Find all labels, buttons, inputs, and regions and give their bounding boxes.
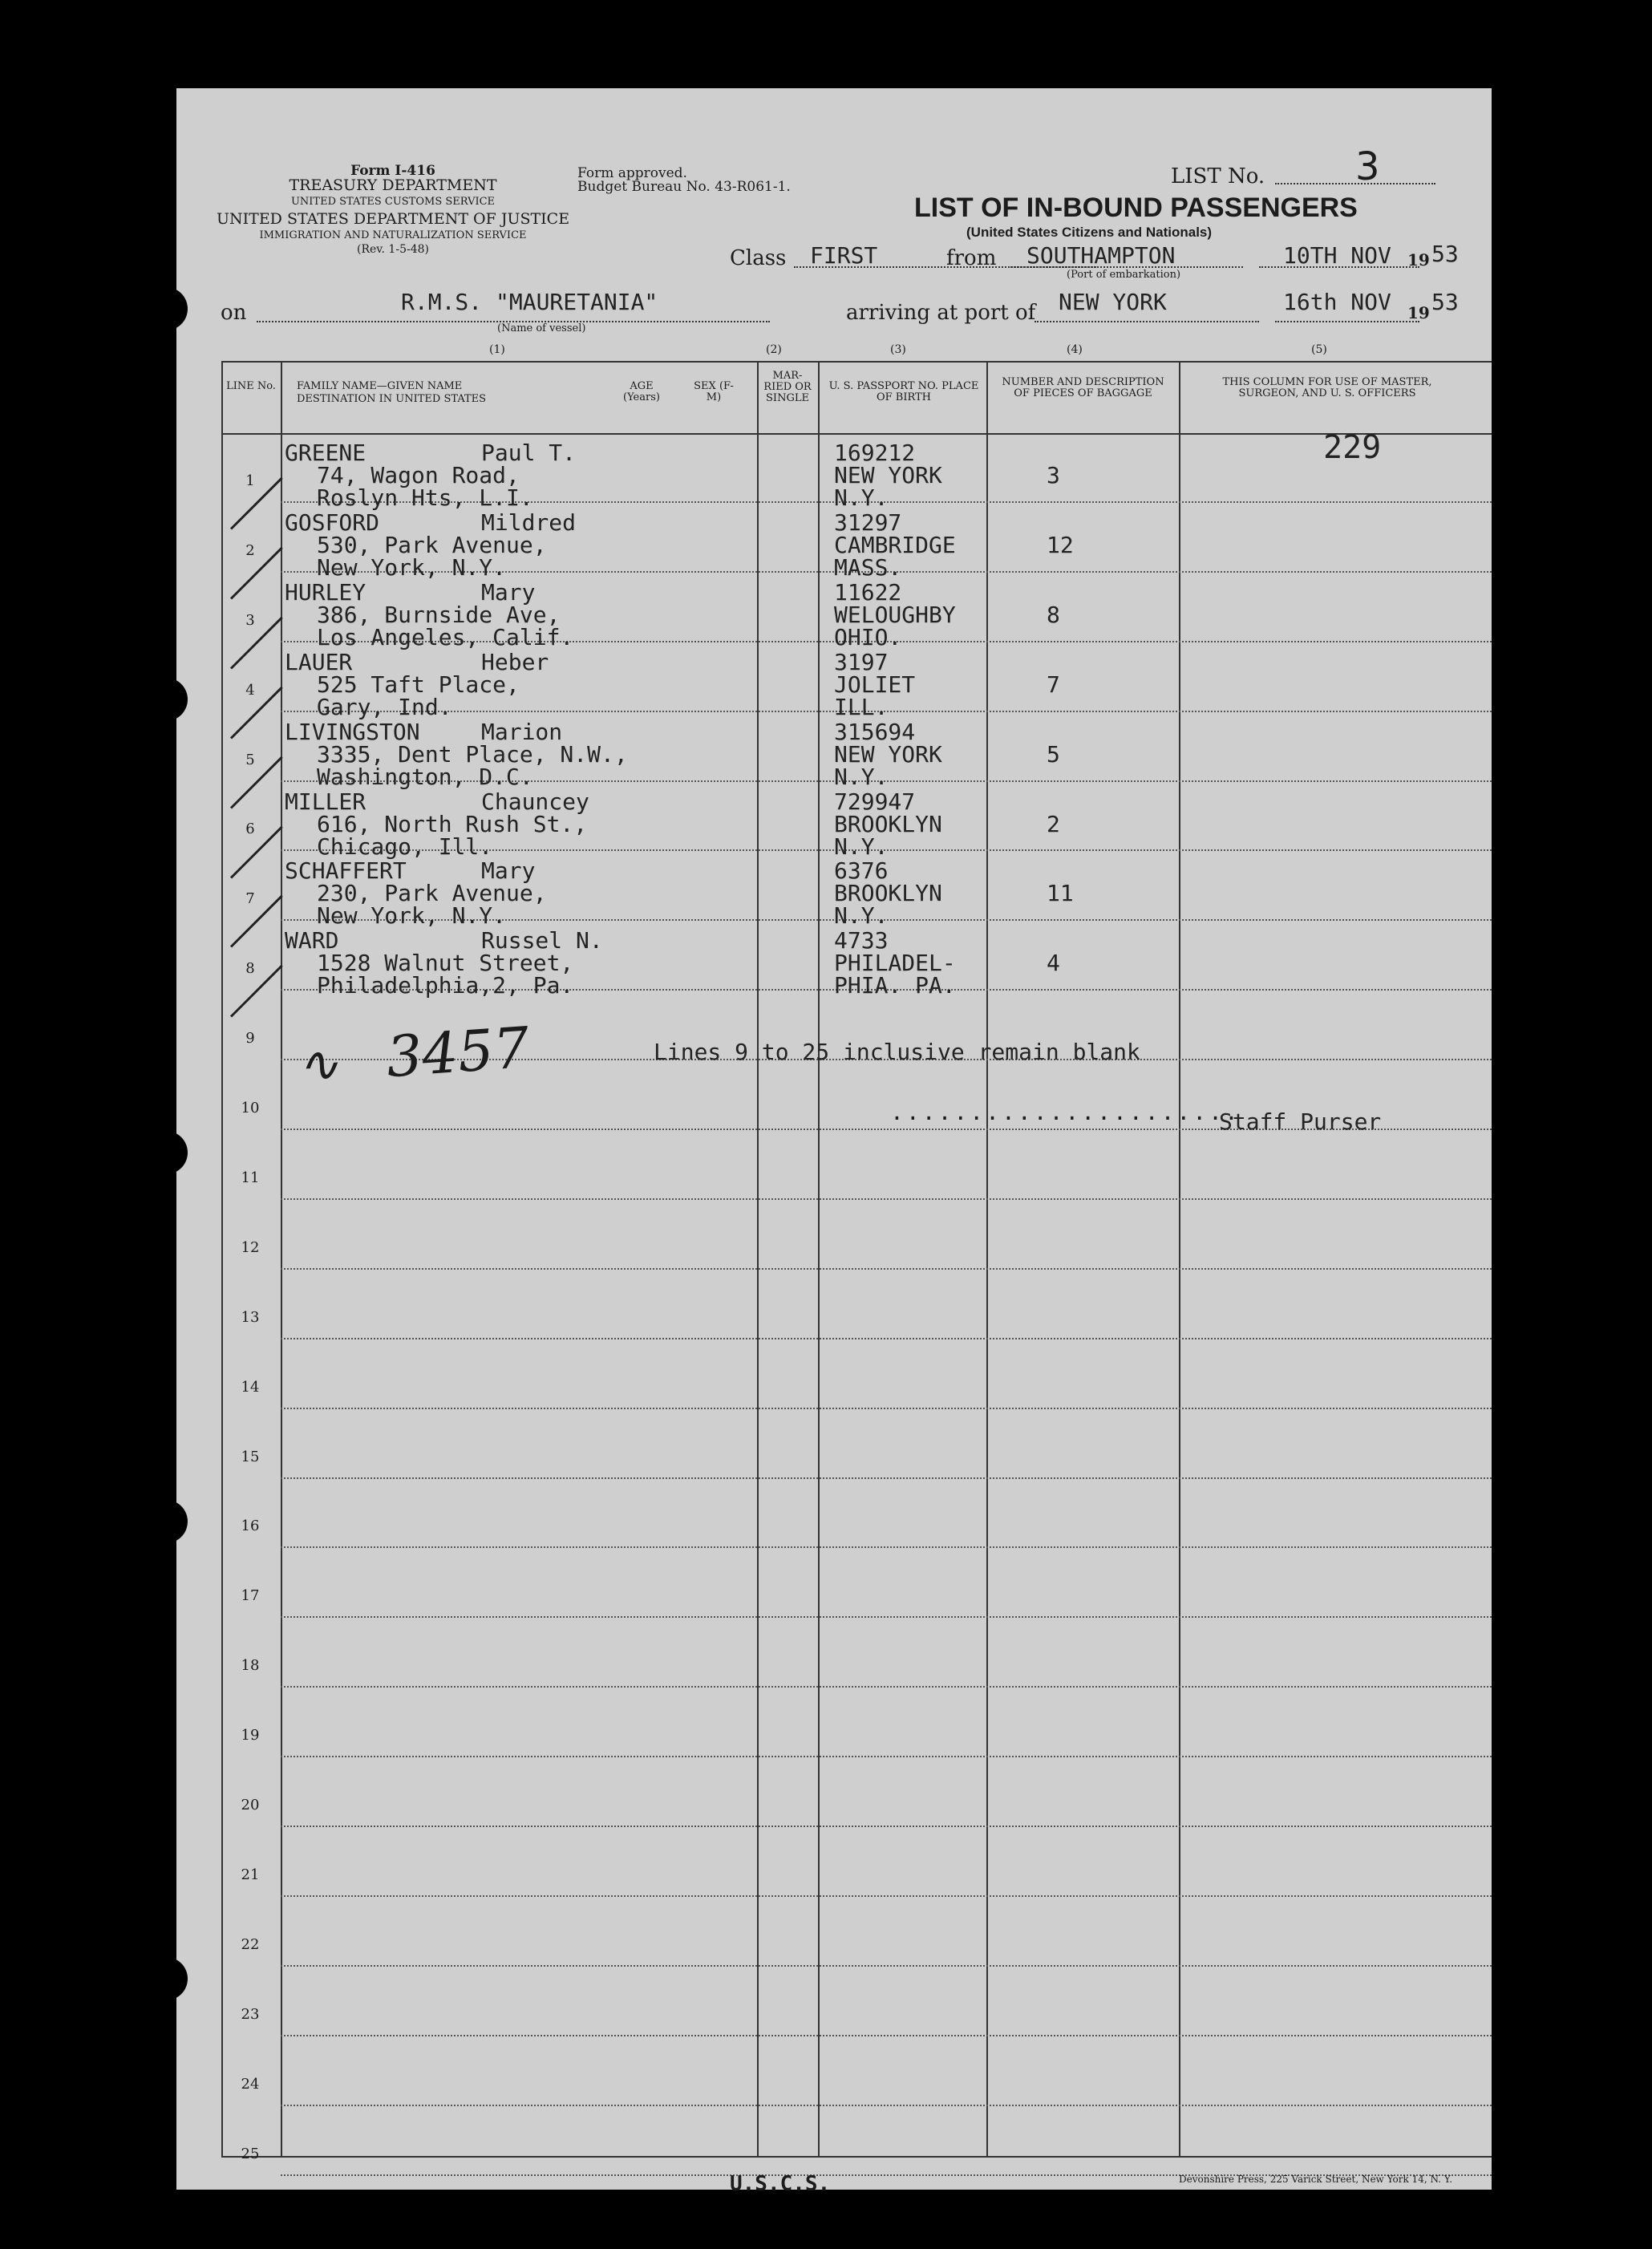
col-num-2: (2) (766, 343, 782, 356)
baggage-count: 7 (1047, 671, 1060, 698)
vessel-note: (Name of vessel) (497, 322, 586, 334)
page-title: LIST OF IN-BOUND PASSENGERS (914, 192, 1358, 223)
budget-bureau: Budget Bureau No. 43-R061-1. (577, 179, 791, 195)
passenger-family-name: LIVINGSTON (285, 718, 420, 745)
line-number: 15 (241, 1448, 260, 1465)
passenger-address-line2: Washington, D.C. (317, 763, 533, 790)
punch-hole (144, 1957, 188, 2000)
place-of-birth-state: N.Y. (834, 763, 889, 790)
passenger-address-line1: 525 Taft Place, (317, 671, 520, 698)
handwritten-signature: ∿ 3457 (294, 1014, 532, 1096)
col-dest: DESTINATION IN UNITED STATES (297, 393, 487, 405)
place-of-birth: CAMBRIDGE (834, 531, 956, 558)
arrive-year: 53 (1431, 289, 1459, 315)
row-rule (281, 1268, 1492, 1270)
passenger-family-name: GREENE (285, 440, 366, 466)
passenger-given-name: Heber (481, 648, 549, 675)
col-age: AGE (Years) (623, 380, 660, 403)
baggage-count: 8 (1047, 601, 1060, 628)
passenger-address-line1: 74, Wagon Road, (317, 462, 520, 488)
place-of-birth-state: ILL. (834, 693, 889, 720)
page-subtitle: (United States Citizens and Nationals) (966, 225, 1213, 240)
punch-hole (144, 1131, 188, 1174)
row-rule (281, 1198, 1492, 1200)
footer-code: U.S.C.S. (730, 2172, 831, 2196)
place-of-birth: BROOKLYN (834, 880, 942, 907)
place-of-birth: JOLIET (834, 671, 916, 698)
place-of-birth-state: OHIO. (834, 623, 902, 650)
class-label: Class (730, 246, 787, 270)
passenger-address-line1: 530, Park Avenue, (317, 531, 547, 558)
from-port: SOUTHAMPTON (1026, 242, 1176, 269)
row-rule (281, 2035, 1492, 2036)
row-rule (281, 2105, 1492, 2106)
place-of-birth: WELOUGHBY (834, 601, 956, 628)
place-of-birth-state: MASS. (834, 553, 902, 581)
arrive-date: 16th NOV (1283, 289, 1391, 315)
line-number: 24 (241, 2075, 260, 2093)
purser-label: Staff Purser (1219, 1108, 1382, 1135)
passenger-address-line1: 1528 Walnut Street, (317, 950, 574, 977)
passport-number: 31297 (834, 509, 902, 536)
passenger-address-line2: Gary, Ind. (317, 693, 452, 720)
row-rule (281, 1895, 1492, 1897)
passenger-address-line2: New York, N.Y. (317, 553, 507, 581)
place-of-birth: NEW YORK (834, 740, 942, 768)
line-number: 18 (241, 1657, 260, 1675)
dept-treasury-sub: UNITED STATES CUSTOMS SERVICE (290, 196, 496, 208)
row-rule (281, 1546, 1492, 1548)
col-married: MAR-RIED OR SINGLE (763, 370, 812, 404)
revision: (Rev. 1-5-48) (357, 243, 429, 256)
passport-number: 6376 (834, 857, 889, 885)
place-of-birth: PHILADEL- (834, 950, 956, 977)
place-of-birth-state: N.Y. (834, 833, 889, 860)
line-number: 22 (241, 1935, 260, 1953)
passport-number: 169212 (834, 440, 916, 466)
line-number: 8 (245, 960, 255, 978)
col-num-3: (3) (890, 343, 906, 356)
passenger-address-line2: Philadelphia,2, Pa. (317, 972, 574, 999)
passenger-given-name: Russel N. (481, 927, 603, 954)
row-rule (281, 1616, 1492, 1618)
line-number: 16 (241, 1518, 260, 1535)
place-of-birth-state: PHIA. PA. (834, 972, 956, 999)
passenger-family-name: LAUER (285, 648, 353, 675)
punch-hole (144, 287, 188, 330)
line-number: 10 (241, 1100, 260, 1116)
passenger-given-name: Mary (481, 857, 536, 885)
arrival-port: NEW YORK (1059, 289, 1167, 315)
baggage-count: 4 (1047, 950, 1060, 977)
col-officers: THIS COLUMN FOR USE OF MASTER, SURGEON, AND U. S. OFFICERS (1222, 376, 1432, 399)
table-header-rule (221, 433, 1492, 435)
baggage-count: 5 (1047, 740, 1060, 768)
depart-date: 10TH NOV (1283, 242, 1391, 269)
on-label: on (221, 301, 247, 325)
depart-year: 53 (1431, 241, 1459, 267)
line-number: 13 (241, 1308, 260, 1326)
purser-dots: ...................... (890, 1099, 1241, 1125)
class-value: FIRST (810, 242, 878, 269)
baggage-count: 3 (1047, 462, 1060, 488)
row-rule (281, 1965, 1492, 1967)
dept-treasury: TREASURY DEPARTMENT (289, 176, 497, 194)
passenger-address-line1: 616, North Rush St., (317, 810, 588, 837)
baggage-count: 11 (1047, 880, 1074, 907)
col-num-4: (4) (1067, 343, 1083, 356)
row-rule (281, 1338, 1492, 1339)
table-bottom-rule (221, 2156, 1492, 2158)
printer-imprint: Devonshire Press, 225 Varick Street, New York 14, N. Y. (1179, 2174, 1453, 2185)
passenger-family-name: HURLEY (285, 578, 366, 606)
form-approved: Form approved. (577, 165, 687, 181)
line-number: 23 (241, 2005, 260, 2023)
line-number: 4 (245, 681, 255, 699)
form-number: Form I-416 (350, 163, 435, 179)
passenger-family-name: SCHAFFERT (285, 857, 407, 885)
col-name: FAMILY NAME—GIVEN NAME (297, 380, 463, 392)
passport-number: 4733 (834, 927, 889, 954)
line-number: 20 (241, 1797, 260, 1813)
blank-lines-note: Lines 9 to 25 inclusive remain blank (654, 1039, 1140, 1065)
vessel-name: R.M.S. "MAURETANIA" (401, 289, 658, 315)
dept-justice: UNITED STATES DEPARTMENT OF JUSTICE (217, 210, 570, 228)
col-sex: SEX (F-M) (694, 380, 734, 403)
col-baggage: NUMBER AND DESCRIPTION OF PIECES OF BAGGAGE (1002, 376, 1164, 399)
passenger-address-line2: New York, N.Y. (317, 902, 507, 930)
passport-number: 3197 (834, 648, 889, 675)
place-of-birth: BROOKLYN (834, 810, 942, 837)
col-line: LINE No. (226, 380, 276, 392)
line-number: 25 (241, 2145, 260, 2162)
table-top-rule (221, 361, 1492, 363)
from-label: from (946, 246, 997, 270)
line-number: 21 (241, 1866, 260, 1883)
passenger-family-name: GOSFORD (285, 509, 380, 536)
list-number: 3 (1355, 144, 1380, 189)
passenger-address-line2: Los Angeles, Calif. (317, 623, 574, 650)
row-rule (281, 1686, 1492, 1688)
line-number: 17 (241, 1587, 260, 1605)
passenger-given-name: Chauncey (481, 788, 589, 815)
passenger-address-line1: 3335, Dent Place, N.W., (317, 740, 628, 768)
place-of-birth-state: N.Y. (834, 484, 889, 511)
passenger-address-line2: Chicago, Ill. (317, 833, 493, 860)
passenger-given-name: Marion (481, 718, 563, 745)
line-number: 9 (245, 1030, 255, 1048)
port-embark-note: (Port of embarkation) (1067, 269, 1181, 281)
baggage-count: 12 (1047, 531, 1074, 558)
col-num-1: (1) (489, 343, 505, 356)
passport-number: 11622 (834, 578, 902, 606)
baggage-count: 2 (1047, 810, 1060, 837)
year-prefix-2: 19 (1407, 303, 1430, 322)
dept-justice-sub: IMMIGRATION AND NATURALIZATION SERVICE (259, 229, 527, 241)
passenger-family-name: WARD (285, 927, 339, 954)
line-number: 19 (241, 1727, 260, 1744)
line-number: 3 (245, 611, 255, 629)
place-of-birth-state: N.Y. (834, 902, 889, 930)
list-label: LIST No. (1171, 164, 1265, 188)
row-rule (281, 1408, 1492, 1409)
year-prefix-1: 19 (1407, 250, 1430, 269)
form-sheet (176, 88, 1492, 2196)
passport-number: 315694 (834, 718, 916, 745)
line-number: 14 (241, 1378, 260, 1396)
line-number: 2 (245, 541, 255, 559)
passenger-given-name: Mildred (481, 509, 577, 536)
officer-mark: 229 (1323, 429, 1382, 466)
punch-hole (144, 678, 188, 721)
col-passport: U. S. PASSPORT NO. PLACE OF BIRTH (828, 380, 979, 403)
line-number: 7 (245, 890, 255, 908)
line-number: 5 (245, 751, 255, 768)
line-number: 11 (241, 1169, 260, 1186)
row-rule (281, 1826, 1492, 1827)
passenger-family-name: MILLER (285, 788, 366, 815)
passenger-address-line1: 386, Burnside Ave, (317, 601, 561, 628)
passenger-address-line1: 230, Park Avenue, (317, 880, 547, 907)
passenger-address-line2: Roslyn Hts, L.I. (317, 484, 533, 511)
passport-number: 729947 (834, 788, 916, 815)
arriving-label: arriving at port of (846, 301, 1036, 325)
row-rule (281, 1756, 1492, 1757)
passenger-given-name: Mary (481, 578, 536, 606)
passenger-given-name: Paul T. (481, 440, 577, 466)
col-num-5: (5) (1311, 343, 1327, 356)
line-number: 1 (245, 472, 255, 489)
place-of-birth: NEW YORK (834, 462, 942, 488)
line-number: 6 (245, 821, 255, 838)
row-rule (281, 1477, 1492, 1479)
line-number: 12 (241, 1238, 260, 1256)
punch-hole (144, 1500, 188, 1543)
